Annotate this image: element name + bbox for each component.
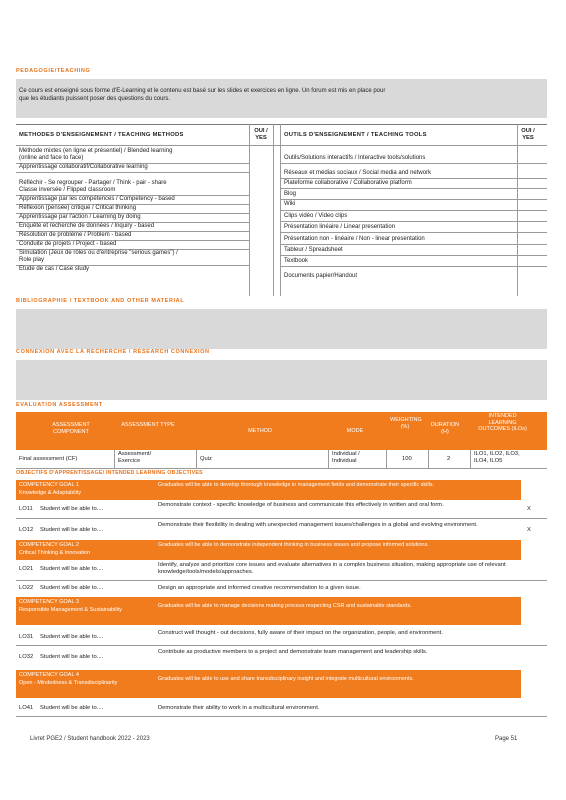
lo-text: Contribute as productive members to a project and demonstrate team management and leadership skills. bbox=[158, 649, 428, 655]
method-item: Classe inversée / Flipped classroom bbox=[19, 187, 116, 193]
tool-item: Textbook bbox=[284, 258, 309, 264]
lo-who: Student will be able to.... bbox=[40, 506, 104, 512]
lo-who: Student will be able to.... bbox=[40, 705, 104, 711]
eval-weight: 100 bbox=[402, 456, 412, 462]
lo-id: LO21 bbox=[19, 566, 34, 572]
lo-mark: X bbox=[527, 527, 531, 533]
eval-mode-1: Individual / bbox=[332, 451, 360, 457]
eval-header-ilos: INTENDED LEARNING OUTCOMES (ILOs) bbox=[478, 413, 527, 433]
tool-item: Outils/Solutions interactifs / Interactive tools/solutions bbox=[284, 155, 426, 161]
lo-text: Design an appropriate and informed creative recommendation to a given issue. bbox=[158, 585, 361, 591]
method-item: Apprentissage par l'action / Learning by doing bbox=[19, 214, 141, 220]
lo-id: LO31 bbox=[19, 634, 34, 640]
eval-ilos-1: ILO1, ILO2, ILO3, bbox=[474, 451, 520, 457]
lo-id: LO11 bbox=[19, 506, 33, 512]
goal-3-desc: Graduates will be able to manage decisions making process respecting CSR and sustainable standards. bbox=[158, 603, 412, 609]
eval-method: Quiz bbox=[200, 456, 212, 462]
goal-4-title: COMPETENCY GOAL 4 bbox=[19, 672, 79, 678]
tool-item: Clips vidéo / Video clips bbox=[284, 213, 348, 219]
research-title: CONNEXION AVEC LA RECHERCHE / RESEARCH CONNEXION bbox=[16, 349, 210, 355]
method-item: Résolution de problème / Problem - based bbox=[19, 232, 132, 238]
methods-oui-header: OUI / YES bbox=[254, 128, 268, 141]
pedagogie-line2: que les étudiants puissent poser des questions du cours. bbox=[19, 96, 171, 102]
tool-item: Tableur / Spreadsheet bbox=[284, 247, 343, 253]
lo-who: Student will be able to.... bbox=[40, 634, 104, 640]
lo-mark: X bbox=[527, 506, 531, 512]
method-item: (online and face to face) bbox=[19, 155, 84, 161]
lo-id: LO22 bbox=[19, 585, 34, 591]
research-box bbox=[16, 360, 547, 400]
tool-item: Présentation linéaire / Linear presentation bbox=[284, 224, 396, 230]
eval-header-duration: DURATION (H) bbox=[430, 422, 460, 435]
eval-header-mode: MODE bbox=[346, 428, 364, 434]
methods-header: METHODES D'ENSEIGNEMENT / TEACHING METHODS bbox=[19, 132, 184, 138]
goal-2-subtitle: Critical Thinking & Innovation bbox=[19, 550, 91, 556]
lo-who: Student will be able to.... bbox=[40, 527, 104, 533]
objectives-title: OBJECTIFS D'APPRENTISSAGE/ INTENDED LEARNING OBJECTIVES bbox=[16, 470, 203, 476]
goal-1-subtitle: Knowledge & Adaptability bbox=[19, 490, 82, 496]
tool-item: Documents papier/Handout bbox=[284, 273, 358, 279]
goal-2-title: COMPETENCY GOAL 2 bbox=[19, 542, 79, 548]
pedagogie-line1: Ce cours est enseigné sous forme d'E-Learning et le contenu est basé sur les slides et exercices en ligne. Un forum est mis en place pour bbox=[19, 88, 386, 94]
method-item: Conduite de projets / Project - based bbox=[19, 241, 117, 247]
method-item: Simulation (Jeux de rôles ou d'entreprise "serious games") / bbox=[19, 250, 178, 256]
lo-text: Construct well thought - out decisions, fully aware of their impact on the organization, people, and environment. bbox=[158, 630, 443, 636]
eval-header-method: METHOD bbox=[248, 428, 272, 434]
method-item: Enquête et recherche de données / Inquiry - based bbox=[19, 223, 155, 229]
tools-oui-header: OUI / YES bbox=[521, 128, 535, 141]
eval-component: Final assessment (CF) bbox=[19, 456, 78, 462]
eval-type: Assessment/ Exercice bbox=[118, 451, 152, 464]
method-item: Méthode mixtes (en ligne et présentiel) / Blended learning bbox=[19, 148, 173, 154]
pedagogie-title: PEDAGOGIE/TEACHING bbox=[16, 68, 91, 74]
method-item: Etude de cas / Case study bbox=[19, 266, 90, 272]
lo-text: Demonstrate their ability to work in a multicultural environment. bbox=[158, 705, 320, 711]
pedagogie-box bbox=[16, 79, 547, 118]
tools-header: OUTILS D'ENSEIGNEMENT / TEACHING TOOLS bbox=[284, 132, 427, 138]
tool-item: Blog bbox=[284, 191, 297, 197]
eval-header-type: ASSESSMENT TYPE bbox=[121, 422, 175, 428]
tool-item: Présentation non - linéaire / Non - linear presentation bbox=[284, 236, 425, 242]
goal-1-desc: Graduates will be able to develop thorough knowledge in management fields and demonstrate their specific skills. bbox=[158, 482, 435, 488]
lo-text: Identify, analyze and prioritize core issues and evaluate alternatives in a complex business situation, making appropriate use of relevant knowledge/tools/models/approaches. bbox=[158, 562, 506, 575]
tool-item: Wiki bbox=[284, 201, 296, 207]
evaluation-title: EVALUATION ASSESSMENT bbox=[16, 402, 103, 408]
method-item: Role play bbox=[19, 257, 45, 263]
method-item: Apprentissage collaboratif/Collaborative learning bbox=[19, 164, 148, 170]
eval-duration: 2 bbox=[447, 456, 451, 462]
tool-item: Plateforme collaborative / Collaborative platform bbox=[284, 180, 412, 186]
eval-mode-2: Individual bbox=[332, 458, 357, 464]
goal-4-desc: Graduates will be able to use and share transdisciplinary insight and integrate multicultural environments. bbox=[158, 676, 414, 682]
goal-3-subtitle: Responsible Management & Sustainability bbox=[19, 607, 123, 613]
lo-who: Student will be able to.... bbox=[40, 566, 104, 572]
lo-id: LO32 bbox=[19, 654, 34, 660]
lo-id: LO12 bbox=[19, 527, 34, 533]
goal-1-title: COMPETENCY GOAL 1 bbox=[19, 482, 79, 488]
bibliography-title: BIBLIOGRAPHIE / TEXTBOOK AND OTHER MATERIAL bbox=[16, 298, 185, 304]
bibliography-box bbox=[16, 309, 547, 349]
eval-header-weight: WEIGHTING (%) bbox=[390, 417, 422, 430]
footer-page: Page 51 bbox=[495, 736, 518, 742]
method-item: Réfléchir - Se regrouper - Partager / Think - pair - share bbox=[19, 180, 167, 186]
lo-who: Student will be able to.... bbox=[40, 654, 104, 660]
goal-2-desc: Graduates will be able to demonstrate independent thinking in business issues and propose informed solutions. bbox=[158, 542, 429, 548]
tool-item: Réseaux et médias sociaux / Social media and network bbox=[284, 170, 432, 176]
eval-ilos-2: ILO4, ILO5 bbox=[474, 458, 503, 464]
lo-id: LO41 bbox=[19, 705, 34, 711]
goal-3-title: COMPETENCY GOAL 3 bbox=[19, 599, 79, 605]
goal-4-subtitle: Open - Mindedness & Transdisciplinarity bbox=[19, 680, 118, 686]
lo-text: Demonstrate context - specific knowledge of business and communicate this effectively in written and oral form. bbox=[158, 502, 444, 508]
lo-text: Demonstrate their flexibility in dealing with unexpected management issues/challenges in a global and evolving environment. bbox=[158, 522, 478, 528]
footer-left: Livret PGE2 / Student handbook 2022 - 2023 bbox=[30, 736, 150, 742]
eval-header-component: ASSESSMENT COMPONENT bbox=[52, 422, 90, 435]
method-item: Apprentissage par les compétences / Competency - based bbox=[19, 196, 175, 202]
lo-who: Student will be able to.... bbox=[40, 585, 104, 591]
method-item: Réflexion (pensée) critique / Critical thinking bbox=[19, 205, 137, 211]
